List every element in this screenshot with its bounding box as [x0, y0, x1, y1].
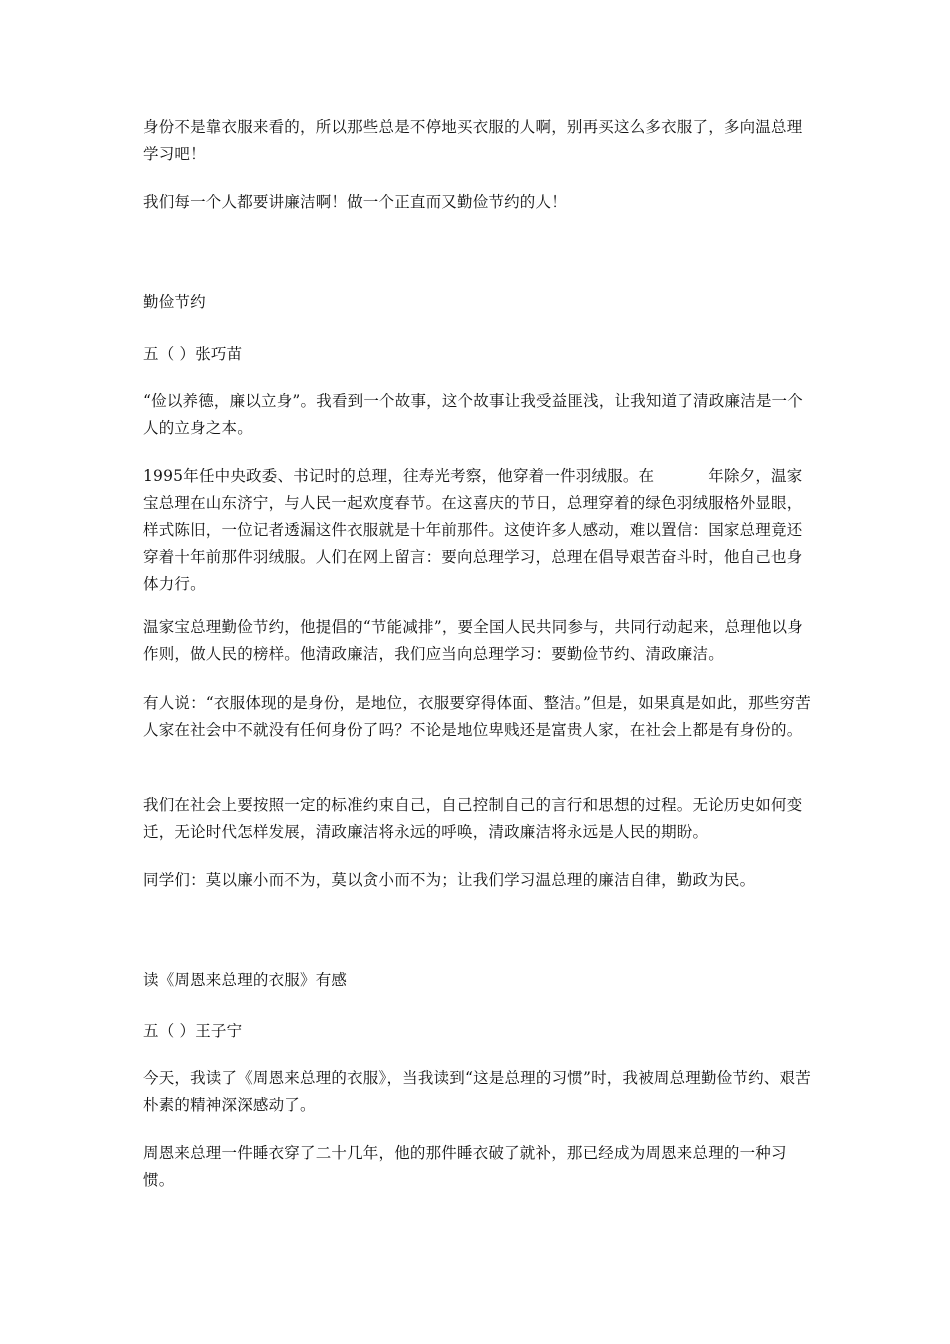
paragraph-students-appeal: 同学们：莫以廉小而不为，莫以贪小而不为；让我们学习温总理的廉洁自律，勤政为民。: [143, 871, 756, 889]
paragraph-integrity-call: 我们每一个人都要讲廉洁啊！做一个正直而又勤俭节约的人！: [143, 193, 567, 211]
paragraph-self-discipline: 我们在社会上要按照一定的标准约束自己，自己控制自己的言行和思想的过程。无论历史如何变迁，无论时代怎样发展，清政廉洁将永远的呼唤，清政廉洁将永远是人民的期盼。: [143, 796, 803, 841]
paragraph-down-jacket-part2: 年除夕，温家宝总理在山东济宁，与人民一起欢度春节。在这喜庆的节日，总理穿着的绿色羽绒服格外显眼，样式陈旧，一位记者透漏这件衣服就是十年前那件。这使许多人感动，难以置信：国家总理竟还穿着十年前那件羽绒服。人们在网上留言：要向总理学习，总理在倡导艰苦奋斗时，他自己也身体力行。: [143, 467, 803, 593]
essay-author-wang: 五（ ）王子宁: [143, 1022, 243, 1040]
paragraph-reading-zhou: 今天，我读了《周恩来总理的衣服》，当我读到“这是总理的习惯”时，我被周总理勤俭节约、艰苦朴素的精神深深感动了。: [143, 1069, 811, 1114]
paragraph-down-jacket: [143, 463, 813, 598]
paragraph-energy-saving: 温家宝总理勤俭节约，他提倡的“节能减排”，要全国人民共同参与，共同行动起来，总理他以身作则，做人民的榜样。他清政廉洁，我们应当向总理学习：要勤俭节约、清政廉洁。: [143, 618, 803, 663]
paragraph-down-jacket-part1: 1995年任中央政委、书记时的总理，往寿光考察，他穿着一件羽绒服。在: [143, 467, 655, 485]
essay-author-zhang: 五（ ）张巧苗: [143, 345, 243, 363]
paragraph-clothing-status: 有人说：“衣服体现的是身份，是地位，衣服要穿得体面、整洁。”但是，如果真是如此，那些穷苦人家在社会中不就没有任何身份了吗？不论是地位卑贱还是富贵人家，在社会上都是有身份的。: [143, 694, 811, 739]
paragraph-pajamas: 周恩来总理一件睡衣穿了二十几年，他的那件睡衣破了就补，那已经成为周恩来总理的一种习惯。: [143, 1144, 787, 1189]
paragraph-clothes-identity: 身份不是靠衣服来看的，所以那些总是不停地买衣服的人啊，别再买这么多衣服了，多向温总理学习吧！: [143, 118, 803, 163]
essay-title-zhou: 读《周恩来总理的衣服》有感: [143, 971, 348, 989]
paragraph-quote-virtue: “俭以养德，廉以立身”。我看到一个故事，这个故事让我受益匪浅，让我知道了清政廉洁是一个人的立身之本。: [143, 392, 803, 437]
essay-title-thrift: 勤俭节约: [143, 293, 206, 311]
